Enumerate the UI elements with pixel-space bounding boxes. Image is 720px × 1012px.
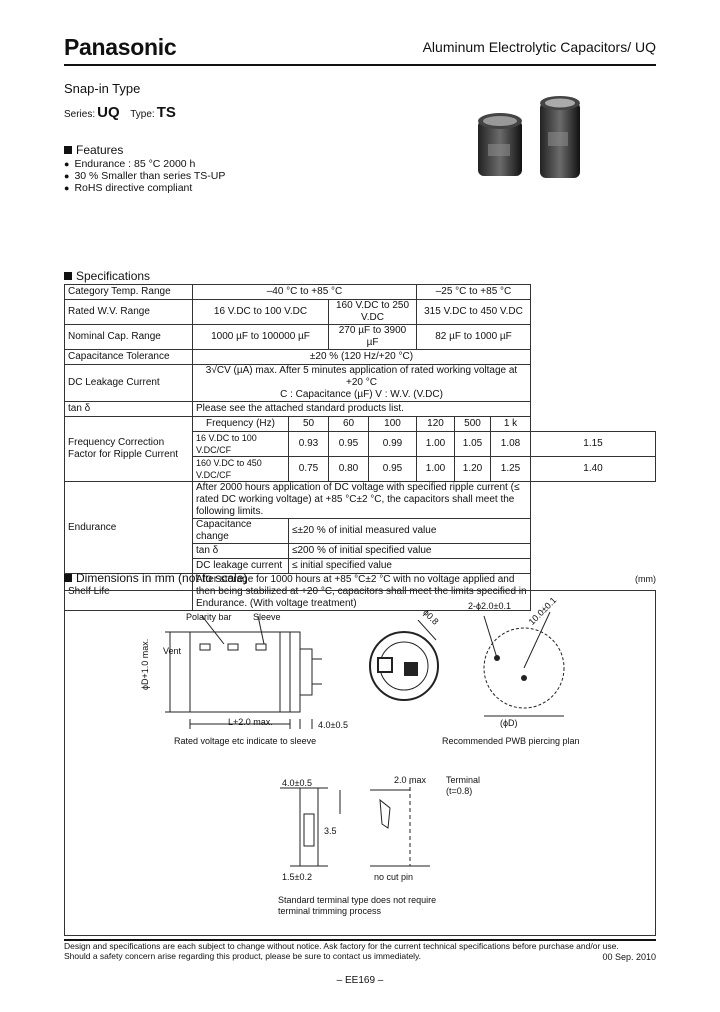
phi-d-label: (ϕD)	[500, 718, 518, 728]
freq-cell: 0.99	[369, 432, 417, 457]
freq-cell: 1.40	[531, 457, 656, 482]
cap-range-a: 1000 µF to 100000 µF	[193, 325, 329, 350]
freq-cell: 0.75	[289, 457, 329, 482]
freq-header-cell: 100	[369, 417, 417, 432]
t4-label: 4.0±0.5	[282, 778, 312, 788]
row-label: Endurance	[65, 482, 193, 574]
freq-cell: 0.95	[329, 432, 369, 457]
freq-header-cell: 50	[289, 417, 329, 432]
endurance-sub-value: ≤ initial specified value	[289, 559, 531, 574]
volt-range-c: 315 V.DC to 450 V.DC	[417, 300, 531, 325]
freq-cell: 1.25	[491, 457, 531, 482]
temp-range-b: –25 °C to +85 °C	[417, 285, 531, 300]
endurance-sub-value: ≤±20 % of initial measured value	[289, 519, 531, 544]
side-view-drawing	[150, 604, 370, 754]
row-label: Category Temp. Range	[65, 285, 193, 300]
freq-header-cell: 500	[455, 417, 491, 432]
table-row	[65, 482, 656, 519]
feature-item: ● Endurance : 85 °C 2000 h	[64, 158, 225, 170]
rated-voltage-caption: Rated voltage etc indicate to sleeve	[174, 736, 317, 746]
endurance-sub-value: ≤200 % of initial specified value	[289, 544, 531, 559]
volt-range-a: 16 V.DC to 100 V.DC	[193, 300, 329, 325]
table-row	[65, 402, 656, 417]
freq-cell: 1.05	[455, 432, 491, 457]
polarity-bar-label: Polarity bar	[186, 612, 232, 622]
length-label: L+2.0 max.	[228, 717, 273, 727]
t1-label: 1.5±0.2	[282, 872, 312, 882]
capacitor-photo	[474, 94, 586, 186]
freq-row-label: 16 V.DC to 100 V.DC/CF	[193, 432, 289, 457]
leakage-value	[193, 365, 531, 402]
shelf-life-value: After storage for 1000 hours at +85 °C±2 °C with no voltage applied and then being stabilized at +20 °C, capacitors shall meet the limits specified in Endurance. (With voltage treatment)	[193, 574, 531, 611]
feature-item: ● RoHS directive compliant	[64, 182, 225, 194]
endurance-sub-label: tan δ	[193, 544, 289, 559]
neg-marker-label: ϕ0.8	[421, 607, 441, 627]
series-label: Series:	[64, 109, 96, 120]
row-label: Capacitance Tolerance	[65, 350, 193, 365]
cap-range-b: 270 µF to 3900 µF	[329, 325, 417, 350]
pcb-caption: Recommended PWB piercing plan	[442, 736, 580, 746]
lead-length-label: 4.0±0.5	[318, 720, 348, 730]
table-row	[65, 325, 656, 350]
doc-title: Aluminum Electrolytic Capacitors/ UQ	[422, 39, 656, 55]
temp-range-a: –40 °C to +85 °C	[193, 285, 417, 300]
endurance-sub-label: DC leakage current	[193, 559, 289, 574]
row-label: DC Leakage Current	[65, 365, 193, 402]
freq-header-cell: 120	[417, 417, 455, 432]
feature-item: ● 30 % Smaller than series TS-UP	[64, 170, 225, 182]
series-type-line	[64, 104, 184, 121]
tan-delta-value: Please see the attached standard products list.	[193, 402, 531, 417]
features-list	[64, 158, 225, 194]
terminal-note-2: terminal trimming process	[278, 906, 382, 916]
freq-cell: 0.95	[369, 457, 417, 482]
t3-label: 3.5	[324, 826, 337, 836]
brand-logo: Panasonic	[64, 34, 177, 60]
endurance-text: After 2000 hours application of DC voltage with specified ripple current (≤ rated DC working voltage) at +85 °C±2 °C, the capacitors shall meet the following limits.	[193, 482, 531, 519]
table-row	[65, 350, 656, 365]
leakage-line-1: 3√CV (µA) max. After 5 minutes application of rated working voltage at +20 °C	[205, 365, 518, 388]
header-rule	[64, 64, 656, 66]
freq-cell: 1.15	[531, 432, 656, 457]
freq-header-cell: 60	[329, 417, 369, 432]
specifications-table	[64, 284, 656, 611]
freq-cell: 1.00	[417, 432, 455, 457]
sleeve-label: Sleeve	[253, 612, 281, 622]
no-pin-label: no cut pin	[374, 872, 414, 882]
row-label: Nominal Cap. Range	[65, 325, 193, 350]
freq-cell: 1.00	[417, 457, 455, 482]
footer-note-2: Should a safety concern arise regarding this product, please be sure to contact us immediately.	[64, 951, 422, 961]
terminal-thickness: (t=0.8)	[446, 786, 473, 796]
table-row	[65, 285, 656, 300]
diameter-label: ϕD+1.0 max.	[140, 638, 150, 690]
leakage-line-2: C : Capacitance (µF) V : W.V. (V.DC)	[280, 389, 443, 400]
terminal-note-1: Standard terminal type does not require	[278, 895, 437, 905]
freq-row-label: 160 V.DC to 450 V.DC/CF	[193, 457, 289, 482]
terminal-label: Terminal	[446, 775, 481, 785]
product-subtitle: Snap-in Type	[64, 81, 141, 96]
series-value: UQ	[97, 104, 120, 121]
freq-header-cell: Frequency (Hz)	[193, 417, 289, 432]
dimensions-heading: Dimensions in mm (not to scale)	[64, 571, 247, 585]
cap-range-c: 82 µF to 1000 µF	[417, 325, 531, 350]
pcb-hole-plan	[460, 606, 580, 726]
bottom-view-drawing	[366, 620, 446, 710]
page-number: – EE169 –	[336, 975, 384, 986]
volt-range-b: 160 V.DC to 250 V.DC	[329, 300, 417, 325]
table-row	[65, 300, 656, 325]
endurance-sub-label: Capacitance change	[193, 519, 289, 544]
dimensions-unit: (mm)	[635, 574, 656, 584]
footer-notes	[64, 941, 619, 961]
specifications-heading: Specifications	[64, 269, 150, 283]
table-row	[65, 365, 656, 402]
footer-note-1: Design and specifications are each subject to change without notice. Ask factory for the current technical specifications before purchase and/or use.	[64, 941, 619, 951]
freq-cell: 0.80	[329, 457, 369, 482]
freq-cell: 0.93	[289, 432, 329, 457]
tolerance-value: ±20 % (120 Hz/+20 °C)	[193, 350, 531, 365]
t2-label: 2.0 max	[394, 775, 427, 785]
freq-cell: 1.20	[455, 457, 491, 482]
table-row	[65, 417, 656, 432]
footer-date: 00 Sep. 2010	[602, 952, 656, 962]
type-value: TS	[156, 104, 176, 121]
freq-cell: 1.08	[491, 432, 531, 457]
vent-label: Vent	[163, 646, 182, 656]
features-heading: Features	[64, 143, 123, 157]
type-label: Type:	[130, 109, 155, 120]
row-label: Shelf Life	[65, 574, 193, 611]
ten-dia-label: 10.0±0.1	[526, 595, 559, 627]
hole-label: 2-ϕ2.0±0.1	[468, 601, 512, 611]
row-label: Frequency Correction Factor for Ripple Current	[65, 417, 193, 482]
row-label: tan δ	[65, 402, 193, 417]
row-label: Rated W.V. Range	[65, 300, 193, 325]
freq-header-cell: 1 k	[491, 417, 531, 432]
